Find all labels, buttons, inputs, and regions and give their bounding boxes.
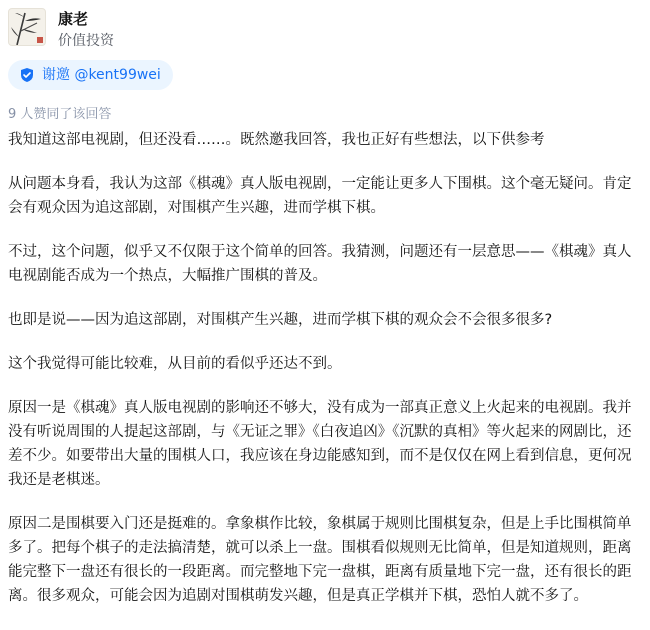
invite-label: 谢邀 @kent99wei xyxy=(42,67,161,83)
avatar[interactable] xyxy=(8,8,46,46)
author-name[interactable]: 康老 xyxy=(58,10,89,28)
ink-bamboo-avatar-icon xyxy=(9,9,46,46)
invite-chip[interactable] xyxy=(8,60,173,90)
answer-paragraph: 这个我觉得可能比较难，从目前的看似乎还达不到。 xyxy=(8,356,342,372)
answer-paragraph: 不过，这个问题，似乎又不仅限于这个简单的回答。我猜测，问题还有一层意思——《棋魂》真人电视剧能否成为一个热点，大幅推广围棋的普及。 xyxy=(8,244,632,284)
answer-paragraph: 原因二是围棋要入门还是挺难的。拿象棋作比较，象棋属于规则比围棋复杂，但是上手比围棋简单多了。把每个棋子的走法搞清楚，就可以杀上一盘。围棋看似规则无比简单，但是知道规则，距离能完整下一盘还有很长的一段距离。而完整地下完一盘棋，距离有质量地下完一盘，还有很长的距离。很多观众，可能会因为追剧对围棋萌发兴趣，但是真正学棋并下棋，恐怕人就不多了。 xyxy=(8,516,632,604)
answer-paragraph: 原因一是《棋魂》真人版电视剧的影响还不够大，没有成为一部真正意义上火起来的电视剧。我并没有听说周围的人提起这部剧，与《无证之罪》《白夜追凶》《沉默的真相》等火起来的网剧比，还差不少。如要带出大量的围棋人口，我应该在身边能感知到，而不是仅仅在网上看到信息，更何况我还是老棋迷。 xyxy=(8,400,632,488)
likes-count: 9 人赞同了该回答 xyxy=(8,107,112,122)
answer-paragraph: 也即是说——因为追这部剧，对围棋产生兴趣，进而学棋下棋的观众会不会很多很多? xyxy=(8,312,553,328)
answer-paragraph: 我知道这部电视剧，但还没看……。既然邀我回答，我也正好有些想法，以下供参考 xyxy=(8,132,545,148)
answer-content xyxy=(8,128,636,628)
answer-paragraph: 从问题本身看，我认为这部《棋魂》真人版电视剧，一定能让更多人下围棋。这个毫无疑问。肯定会有观众因为追这部剧，对围棋产生兴趣，进而学棋下棋。 xyxy=(8,176,632,216)
author-bio: 价值投资 xyxy=(58,33,114,49)
author-block xyxy=(8,8,114,51)
invite-badge-icon xyxy=(18,66,36,84)
